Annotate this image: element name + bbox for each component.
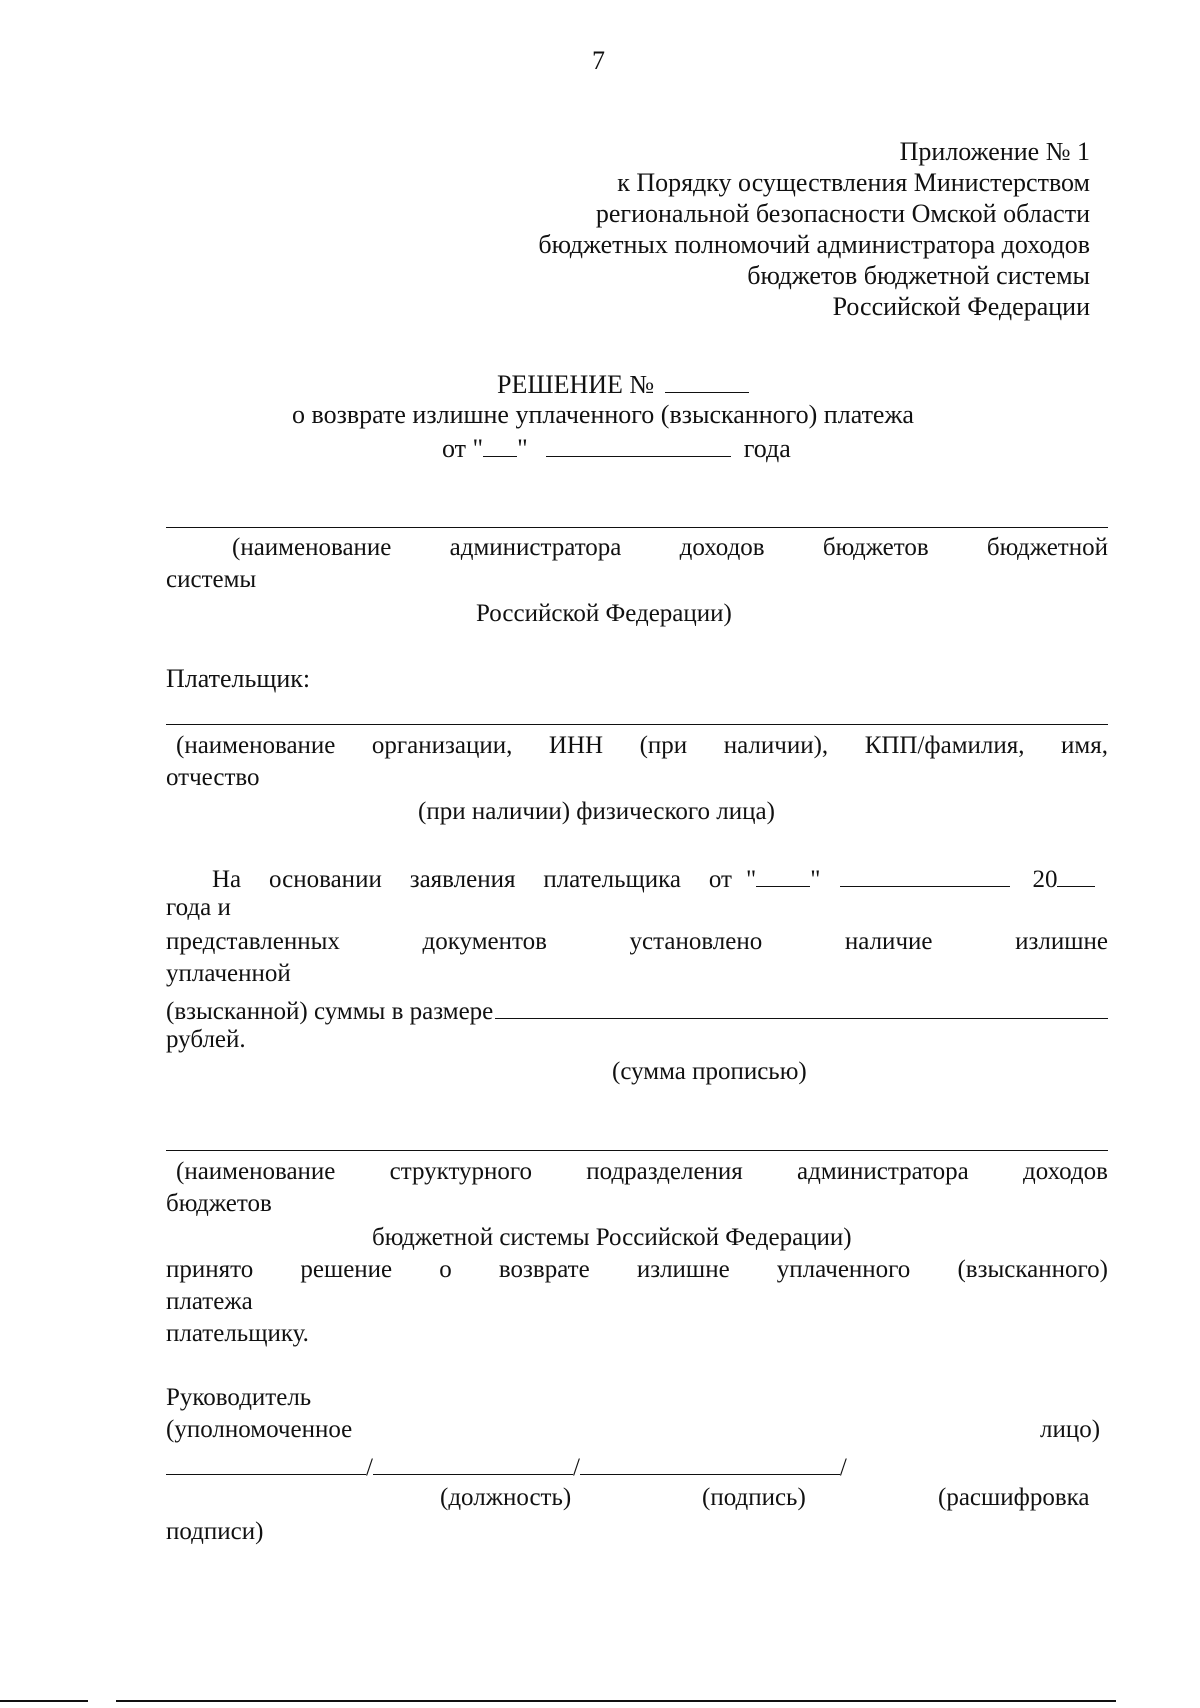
basis-word: наличие [844,928,933,955]
basis-word: основании [269,866,382,893]
admin-name-line [166,527,1108,528]
basis-word: плательщика [543,866,682,893]
caption-word: доходов [1023,1158,1108,1185]
decision-text-line3: плательщику. [166,1320,309,1347]
caption-word: бюджетов [822,534,929,561]
basis-word: документов [422,928,547,955]
basis-word: представленных [166,928,340,955]
slash: / [839,1454,847,1481]
basis-words [212,866,732,894]
basis-line2: года и [166,894,231,921]
basis-word: от [708,866,732,893]
basis-month-blank [840,862,1010,887]
admin-caption-line3: Российской Федерации) [476,600,732,627]
decision-text-line2: платежа [166,1288,253,1315]
caption-word: подразделения [586,1158,743,1185]
page-number: 7 [592,46,605,75]
decision-word: уплаченного [776,1256,911,1283]
decision-word: о [439,1256,452,1283]
decision-word: излишне [636,1256,730,1283]
date-month-blank [546,432,731,457]
admin-caption-line1 [232,534,1108,562]
basis-word: установлено [629,928,763,955]
date-prefix: от " [442,434,484,463]
division-caption-line2: бюджетов [166,1190,272,1217]
decoding-blank [580,1450,840,1475]
caption-word: (наименование [232,534,392,561]
caption-word: (наименование [176,1158,336,1185]
appendix-line: бюджетов бюджетной системы [747,261,1090,290]
sum-caption: (сумма прописью) [612,1058,807,1085]
appendix-line: бюджетных полномочий администратора доходов [538,230,1090,259]
caption-word: (наименование [176,732,336,759]
decision-date [442,432,791,464]
appendix-line: региональной безопасности Омской области [595,199,1090,228]
payer-caption-line2: отчество [166,764,260,791]
signature-authorized-left: (уполномоченное [166,1416,353,1443]
date-day-blank [483,432,517,457]
caption-word: ИНН [548,732,604,759]
decision-word: возврате [498,1256,590,1283]
basis-line5 [166,994,1108,1026]
decision-title-text: РЕШЕНИЕ № [497,370,655,399]
caption-decoding-end: подписи) [166,1518,264,1545]
payer-label: Плательщик: [166,664,311,693]
basis-line3 [166,928,1108,956]
appendix-line: к Порядку осуществления Министерством [617,168,1090,197]
basis-quote-close: " [810,866,821,893]
decision-word: (взысканного) [957,1256,1108,1283]
basis-year-blank [1057,862,1095,887]
signature-blank [373,1450,573,1475]
caption-word: структурного [389,1158,533,1185]
caption-position: (должность) [440,1484,572,1511]
decision-number-blank [665,368,749,393]
position-blank [166,1450,366,1475]
payer-name-line [166,724,1108,725]
division-caption-line3: бюджетной системы Российской Федерации) [372,1224,852,1251]
decision-word: принято [166,1256,254,1283]
appendix-line: Российской Федерации [832,292,1090,321]
decision-subject: о возврате излишне уплаченного (взысканного) платежа [292,400,914,429]
caption-word: администратора [449,534,622,561]
basis-line6: рублей. [166,1026,246,1053]
basis-sum-blank [495,994,1108,1019]
signature-head: Руководитель [166,1384,312,1411]
basis-year-prefix: 20 [1032,866,1058,893]
basis-word: заявления [409,866,516,893]
signature-blanks [166,1450,847,1482]
basis-day-blank [756,862,810,887]
basis-sum-label: (взысканной) суммы в размере [166,998,494,1025]
caption-word: имя, [1061,732,1108,759]
appendix-line: Приложение № 1 [899,137,1090,166]
caption-word: (при [639,732,688,759]
decision-word: решение [300,1256,393,1283]
footer-rule [116,1700,1116,1702]
division-name-line [166,1150,1108,1151]
caption-word: бюджетной [986,534,1108,561]
caption-word: наличии), [723,732,829,759]
date-suffix: года [743,434,791,463]
slash: / [572,1454,580,1481]
caption-signature: (подпись) [702,1484,806,1511]
admin-caption-line2: системы [166,566,257,593]
caption-word: КПП/фамилия, [864,732,1025,759]
basis-quote-open: " [746,866,757,893]
appendix-block [538,136,1090,322]
basis-word: На [212,866,242,893]
payer-caption-line1 [176,732,1108,760]
decision-text-line1 [166,1256,1108,1284]
basis-line4: уплаченной [166,960,291,987]
signature-authorized-right: лицо) [1040,1416,1101,1443]
payer-caption-line3: (при наличии) физического лица) [418,798,775,825]
slash: / [366,1454,373,1481]
division-caption-line1 [176,1158,1108,1186]
basis-word: излишне [1015,928,1108,955]
caption-word: организации, [371,732,513,759]
basis-line1 [212,862,1108,894]
caption-word: администратора [797,1158,969,1185]
date-quote: " [517,434,528,463]
footer-rule-short [0,1700,88,1702]
decision-title [497,368,749,400]
caption-word: доходов [679,534,765,561]
caption-decoding: (расшифровка [938,1484,1090,1511]
